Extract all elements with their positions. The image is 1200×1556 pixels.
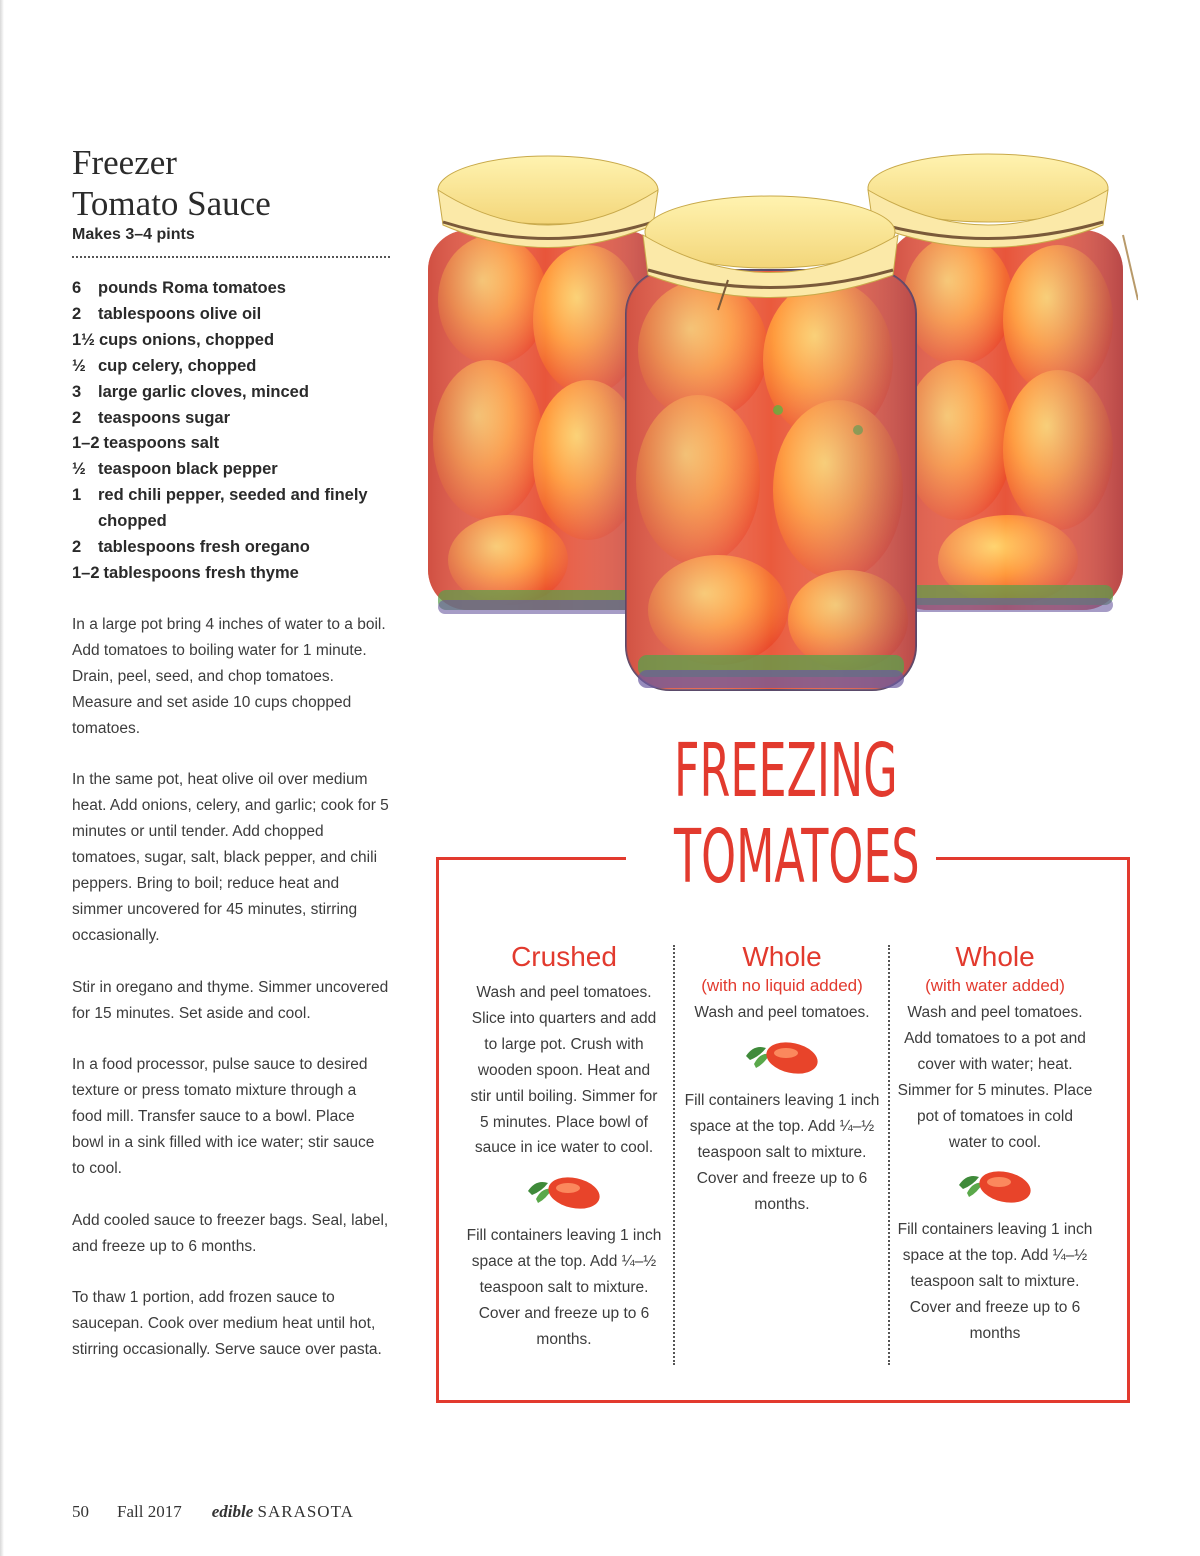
recipe-title [72, 142, 402, 224]
ingredient-item [72, 380, 392, 406]
ingredient-item [72, 302, 392, 328]
ingredient-qty: ½ [72, 460, 86, 479]
method-intro: Wash and peel tomatoes. Slice into quarters and add to large pot. Crush with wooden spoon. Heat and stir until boiling. Simmer for 5 minutes. Place bowl of sauce in ice water to cool. [470, 984, 658, 1157]
recipe-title-line2: Tomato Sauce [72, 184, 271, 223]
ingredient-name: teaspoon black pepper [98, 460, 278, 479]
freezing-headline [674, 728, 920, 900]
ingredient-name: large garlic cloves, minced [98, 382, 309, 401]
ingredient-name: tablespoons fresh oregano [98, 538, 310, 557]
recipe-step: In the same pot, heat olive oil over medium heat. Add onions, celery, and garlic; cook for 5 minutes or until tender. Add chopped tomatoes, sugar, salt, black pepper, and chili peppers. Bring to boil; reduce heat and simmer uncovered for 45 minutes, stirring occasionally. [72, 771, 389, 944]
jar-front [626, 196, 916, 690]
ingredient-item [72, 354, 392, 380]
page-footer [72, 1502, 354, 1522]
ingredient-qty: 1–2 [72, 563, 100, 582]
ingredient-qty: 2 [72, 408, 82, 427]
publication-name-edible: edible [211, 1502, 254, 1521]
ingredient-item [72, 561, 392, 587]
ingredient-item [72, 406, 392, 432]
ingredient-qty: 3 [72, 382, 82, 401]
tomato-icon [522, 1169, 606, 1213]
ingredient-qty: 2 [72, 538, 82, 557]
ingredient-qty: 1½ [72, 330, 95, 349]
ingredient-item [72, 457, 392, 483]
ingredient-item [72, 535, 392, 561]
method-subheading: (with water added) [925, 976, 1065, 995]
recipe-title-line1: Freezer [72, 143, 177, 182]
method-subheading: (with no liquid added) [701, 976, 863, 995]
freezing-headline-line1: FREEZING [674, 728, 898, 814]
method-heading: Crushed [511, 941, 617, 972]
ingredient-name: tablespoons fresh thyme [103, 563, 299, 582]
recipe-step: Add cooled sauce to freezer bags. Seal, label, and freeze up to 6 months. [72, 1211, 389, 1255]
tomato-icon [953, 1163, 1037, 1207]
ingredient-item [72, 328, 392, 354]
method-whole-no-liquid [683, 940, 881, 1217]
method-outro: Fill containers leaving 1 inch space at the top. Add ¼–½ teaspoon salt to mixture. Cover and freeze up to 6 months. [684, 1091, 880, 1213]
issue-season: Fall 2017 [117, 1502, 182, 1521]
freezing-headline-line2: TOMATOES [674, 814, 920, 900]
tomato-icon [740, 1034, 824, 1078]
ingredient-name: red chili pepper, seeded and finely chopped [98, 486, 368, 531]
method-heading: Whole [955, 941, 1035, 972]
recipe-yield: Makes 3–4 pints [72, 226, 195, 243]
ingredient-list [72, 276, 392, 587]
method-outro: Fill containers leaving 1 inch space at the top. Add ¼–½ teaspoon salt to mixture. Cover and freeze up to 6 months [897, 1221, 1093, 1343]
publication-name [212, 1502, 354, 1521]
page-number: 50 [72, 1502, 89, 1521]
ingredient-name: teaspoons sugar [98, 408, 231, 427]
ingredient-qty: 6 [72, 279, 82, 297]
method-heading: Whole [742, 941, 822, 972]
recipe-step: Stir in oregano and thyme. Simmer uncovered for 15 minutes. Set aside and cool. [72, 978, 389, 1022]
ingredient-qty: ½ [72, 356, 86, 375]
column-divider [888, 945, 890, 1365]
ingredient-name: cup celery, chopped [98, 356, 257, 375]
method-crushed [466, 940, 662, 1353]
ingredient-qty: 1 [72, 486, 82, 505]
ingredient-qty: 2 [72, 304, 82, 323]
ingredient-qty: 1–2 [72, 434, 100, 453]
ingredient-item [72, 483, 392, 535]
ingredient-name: teaspoons salt [103, 434, 220, 453]
ingredient-item [72, 431, 392, 457]
ingredient-item [72, 276, 392, 302]
publication-name-city: SARASOTA [257, 1502, 354, 1521]
method-whole-water [896, 940, 1094, 1347]
dotted-divider [72, 256, 390, 258]
recipe-step: To thaw 1 portion, add frozen sauce to saucepan. Cook over medium heat until hot, stirring occasionally. Serve sauce over pasta. [72, 1289, 382, 1359]
ingredient-name: tablespoons olive oil [98, 304, 262, 323]
method-outro: Fill containers leaving 1 inch space at the top. Add ¼–½ teaspoon salt to mixture. Cover and freeze up to 6 months. [466, 1227, 662, 1348]
column-divider [673, 945, 675, 1365]
ingredient-name: pounds Roma tomatoes [98, 279, 286, 297]
method-intro: Wash and peel tomatoes. [694, 1004, 870, 1021]
tomato-jars-illustration [398, 150, 1138, 700]
page-edge-shadow [0, 0, 4, 1556]
recipe-step: In a large pot bring 4 inches of water to a boil. Add tomatoes to boiling water for 1 minute. Drain, peel, seed, and chop tomatoes. Measure and set aside 10 cups chopped tomatoes. [72, 616, 386, 737]
recipe-steps [72, 612, 390, 1389]
method-intro: Wash and peel tomatoes. Add tomatoes to a pot and cover with water; heat. Simmer for 5 minutes. Place pot of tomatoes in cold water to cool. [897, 1004, 1093, 1151]
recipe-step: In a food processor, pulse sauce to desired texture or press tomato mixture through a food mill. Transfer sauce to a bowl. Place bowl in a sink filled with ice water; stir sauce to cool. [72, 1056, 375, 1177]
ingredient-name: cups onions, chopped [98, 330, 275, 349]
